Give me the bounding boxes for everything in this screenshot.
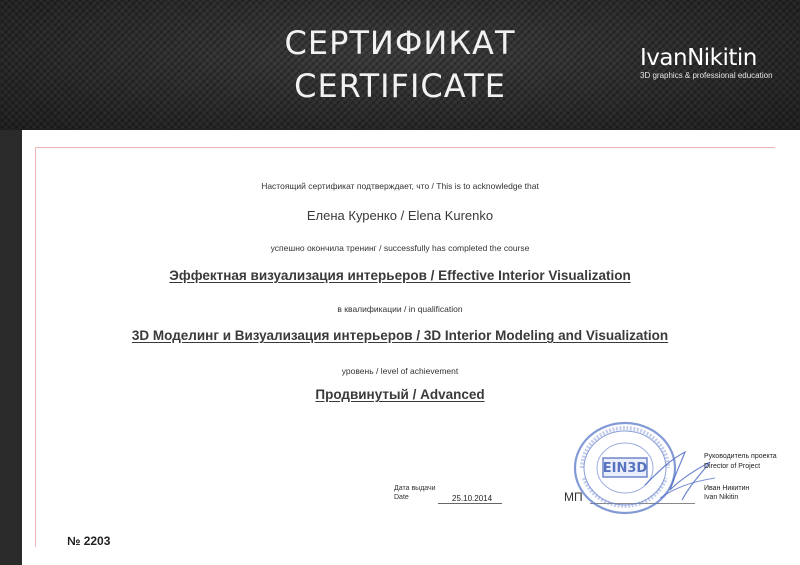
frame-border-top [35, 147, 775, 148]
certificate-header [0, 0, 800, 130]
qualification-label: в квалификации / in qualification [337, 304, 463, 314]
issue-date-label-en: Date [394, 494, 409, 501]
frame-border-left [35, 147, 36, 547]
title-russian: СЕРТИФИКАТ [284, 24, 516, 62]
title-english: CERTIFICATE [294, 67, 506, 105]
qualification-title: 3D Моделинг и Визуализация интерьеров / 3D Interior Modeling and Visualization [131, 328, 669, 343]
issue-date-label-ru: Дата выдачи [394, 485, 436, 492]
logo-name: IvanNikitin [640, 45, 757, 71]
issue-date-value: 25.10.2014 [438, 494, 502, 504]
level-label: уровень / level of achievement [341, 366, 459, 376]
signer-name-ru: Иван Никитин [704, 485, 750, 492]
signer-role-ru: Руководитель проекта [704, 453, 777, 460]
signer-role-en: Director of Project [704, 463, 761, 470]
seal-place-label: МП [564, 490, 583, 504]
stamp-text: EIN3D [602, 461, 648, 476]
certificate-number: № 2203 [67, 534, 111, 548]
signer-name-en: Ivan Nikitin [704, 494, 739, 501]
acknowledge-text: Настоящий сертификат подтверждает, что / This is to acknowledge that [261, 181, 539, 191]
brand-logo [640, 46, 780, 80]
recipient-name: Елена Куренко / Elena Kurenko [306, 208, 494, 223]
course-title: Эффектная визуализация интерьеров / Effective Interior Visualization [169, 268, 631, 283]
logo-tagline: 3D graphics & professional education [640, 71, 773, 80]
completed-text: успешно окончила тренинг / successfully has completed the course [270, 243, 530, 253]
level-value: Продвинутый / Advanced [315, 387, 485, 402]
